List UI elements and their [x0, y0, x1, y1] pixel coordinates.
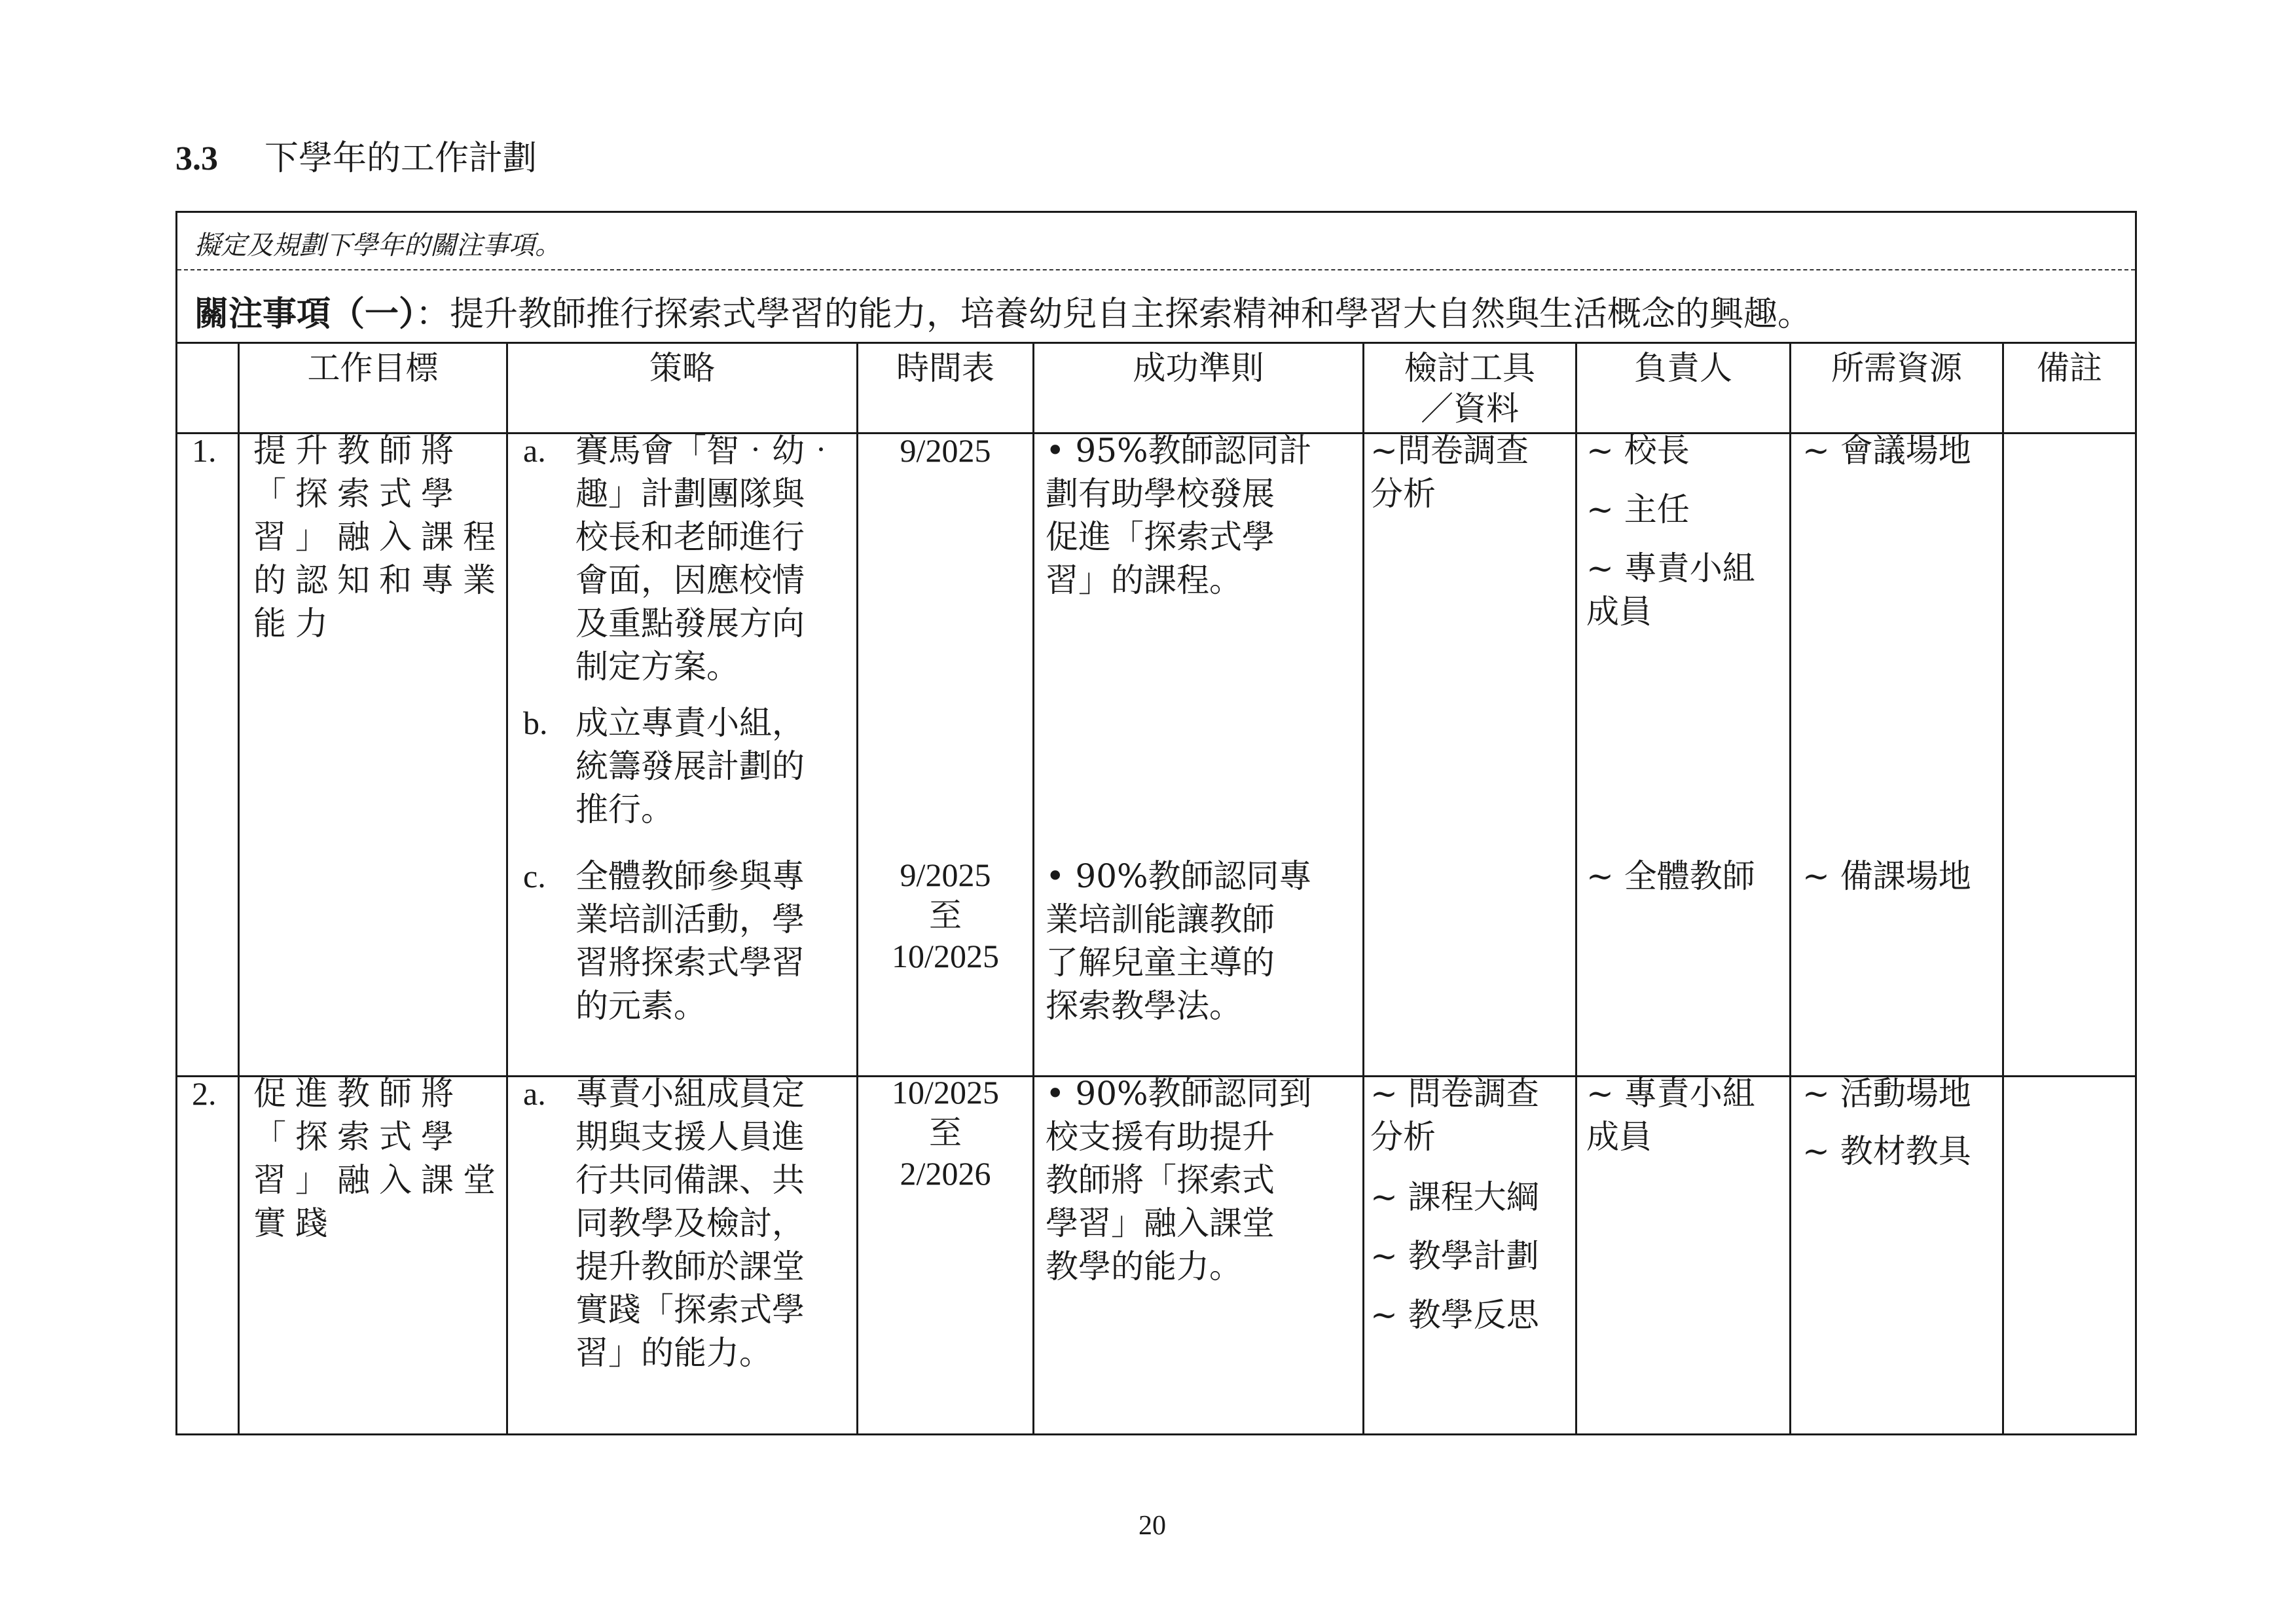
header-remarks: 備註: [2037, 349, 2102, 387]
header-owner: 負責人: [1634, 349, 1732, 387]
header-criteria: 成功準則: [1133, 349, 1264, 387]
strategy-marker: c.: [523, 858, 546, 895]
focus-statement: [194, 286, 1812, 335]
owner: ~ 全體教師: [1586, 857, 1755, 895]
focus-label: 關注事項（一）: [194, 294, 416, 334]
owner: ~ 校長: [1586, 432, 1690, 470]
intro-row: [177, 213, 2135, 270]
strategy-text: 全體教師參與專 業培訓活動，學 習將探索式學習 的元素。: [575, 857, 805, 1025]
timeline-value: 9/2025: [900, 432, 991, 469]
review-tool: ~ 教學反思: [1370, 1296, 1539, 1334]
header-goal: 工作目標: [307, 349, 439, 387]
header-timeline: 時間表: [896, 349, 994, 387]
section-heading: [175, 139, 537, 179]
header-resources: 所需資源: [1831, 349, 1962, 387]
work-goal: 促進教師將 「探索式學 習」融入課堂 實踐: [253, 1075, 505, 1242]
row-number: 1.: [192, 432, 217, 469]
section-title: 下學年的工作計劃: [264, 139, 538, 178]
strategy-text: 賽馬會「智‧幼‧ 趣」計劃團隊與 校長和老師進行 會面，因應校情 及重點發展方向 制定方案。: [575, 432, 837, 686]
strategy-marker: a.: [523, 1075, 546, 1112]
intro-text: 擬定及規劃下學年的關注事項。: [194, 231, 561, 261]
column-divider: [238, 344, 240, 1433]
column-divider: [2002, 344, 2004, 1433]
resource: ~ 會議場地: [1802, 432, 1971, 470]
strategy-marker: b.: [523, 705, 548, 741]
header-tools: 檢討工具 ／資料: [1404, 349, 1535, 428]
column-divider: [1575, 344, 1577, 1433]
focus-row: [177, 270, 2135, 344]
work-goal: 提升教師將 「探索式學 習」融入課程 的認知和專業 能力: [253, 432, 505, 642]
section-number: 3.3: [175, 140, 218, 177]
success-criterion: • 90%教師認同專 業培訓能讓教師 了解兒童主導的 探索教學法。: [1046, 857, 1312, 1025]
focus-text: ：提升教師推行探索式學習的能力，培養幼兒自主探索精神和學習大自然與生活概念的興趣。: [416, 295, 1812, 334]
work-plan-table: [175, 211, 2137, 1435]
review-tool: ~ 問卷調查 分析: [1370, 1075, 1539, 1156]
timeline-value: 9/2025 至 10/2025: [892, 857, 999, 974]
owner: ~ 專責小組 成員: [1586, 1075, 1755, 1156]
column-divider: [1362, 344, 1364, 1433]
owner: ~ 專責小組 成員: [1586, 549, 1755, 631]
header-strategy: 策略: [649, 349, 715, 387]
column-divider: [1789, 344, 1791, 1433]
row-number: 2.: [192, 1075, 217, 1112]
success-criterion: • 90%教師認同到 校支援有助提升 教師將「探索式 學習」融入課堂 教學的能力。: [1046, 1075, 1312, 1285]
strategy-marker: a.: [523, 432, 546, 469]
column-divider: [506, 344, 508, 1433]
timeline-value: 10/2025 至 2/2026: [892, 1074, 999, 1192]
page-number: 20: [1139, 1511, 1166, 1541]
review-tool: ~ 課程大綱: [1370, 1178, 1539, 1216]
strategy-text: 專責小組成員定 期與支援人員進 行共同備課、共 同教學及檢討， 提升教師於課堂 實踐「探索式學 習」的能力。: [575, 1075, 805, 1372]
resource: ~ 教材教具: [1802, 1132, 1971, 1170]
review-tool: ~問卷調查 分析: [1370, 432, 1529, 513]
review-tool: ~ 教學計劃: [1370, 1237, 1539, 1275]
resource: ~ 活動場地: [1802, 1075, 1971, 1113]
owner: ~ 主任: [1586, 490, 1690, 528]
success-criterion: • 95%教師認同計 劃有助學校發展 促進「探索式學 習」的課程。: [1046, 432, 1312, 599]
column-divider: [1032, 344, 1034, 1433]
strategy-text: 成立專責小組， 統籌發展計劃的 推行。: [575, 704, 805, 828]
resource: ~ 備課場地: [1802, 857, 1971, 895]
